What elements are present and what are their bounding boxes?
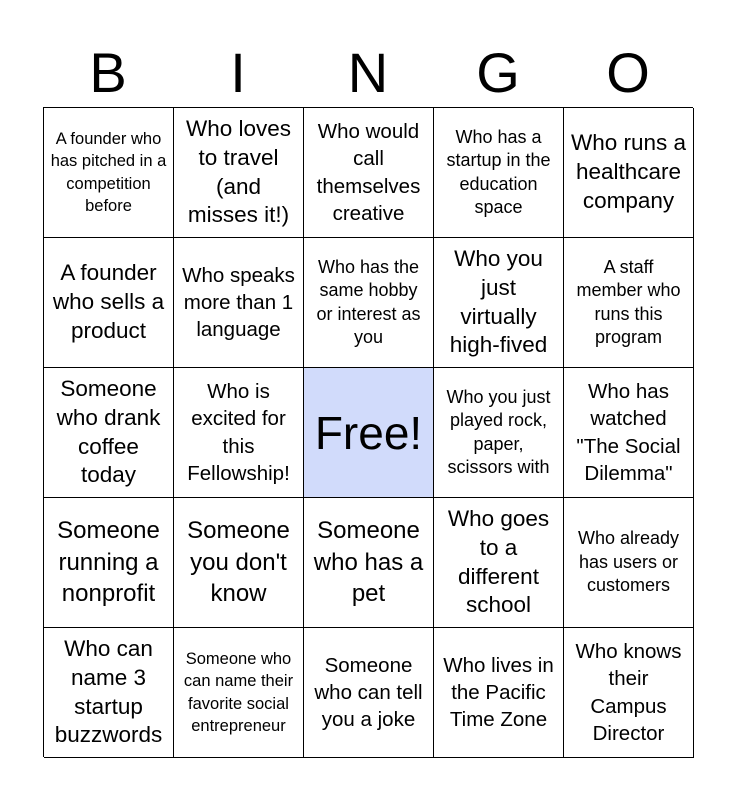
bingo-cell[interactable]: Who lives in the Pacific Time Zone xyxy=(434,628,564,758)
bingo-header xyxy=(43,40,693,106)
header-letter-i: I xyxy=(230,41,246,104)
bingo-cell[interactable]: Someone who can tell you a joke xyxy=(304,628,434,758)
bingo-board xyxy=(43,107,693,757)
bingo-cell[interactable]: Who has watched "The Social Dilemma" xyxy=(564,368,694,498)
bingo-cell[interactable]: Someone you don't know xyxy=(174,498,304,628)
bingo-cell[interactable]: Who you just played rock, paper, scissors with xyxy=(434,368,564,498)
bingo-cell[interactable]: Who can name 3 startup buzzwords xyxy=(44,628,174,758)
header-letter-g: G xyxy=(476,41,520,104)
bingo-cell[interactable]: Who loves to travel (and misses it!) xyxy=(174,108,304,238)
bingo-cell[interactable]: A founder who has pitched in a competition before xyxy=(44,108,174,238)
bingo-cell[interactable]: Who goes to a different school xyxy=(434,498,564,628)
header-letter-b: B xyxy=(89,41,127,104)
bingo-cell[interactable]: Who you just virtually high-fived xyxy=(434,238,564,368)
bingo-cell[interactable]: Who speaks more than 1 language xyxy=(174,238,304,368)
header-letter-o: O xyxy=(606,41,650,104)
bingo-cell[interactable]: Who runs a healthcare company xyxy=(564,108,694,238)
header-letter-n: N xyxy=(347,41,389,104)
free-space-cell[interactable]: Free! xyxy=(304,368,434,498)
bingo-cell[interactable]: Who has the same hobby or interest as you xyxy=(304,238,434,368)
bingo-cell[interactable]: Who knows their Campus Director xyxy=(564,628,694,758)
bingo-cell[interactable]: A staff member who runs this program xyxy=(564,238,694,368)
bingo-cell[interactable]: Someone who can name their favorite social entrepreneur xyxy=(174,628,304,758)
bingo-cell[interactable]: Someone running a nonprofit xyxy=(44,498,174,628)
bingo-cell[interactable]: Who already has users or customers xyxy=(564,498,694,628)
bingo-cell[interactable]: Who is excited for this Fellowship! xyxy=(174,368,304,498)
bingo-cell[interactable]: A founder who sells a product xyxy=(44,238,174,368)
bingo-cell[interactable]: Someone who has a pet xyxy=(304,498,434,628)
bingo-cell[interactable]: Someone who drank coffee today xyxy=(44,368,174,498)
bingo-cell[interactable]: Who has a startup in the education space xyxy=(434,108,564,238)
bingo-cell[interactable]: Who would call themselves creative xyxy=(304,108,434,238)
